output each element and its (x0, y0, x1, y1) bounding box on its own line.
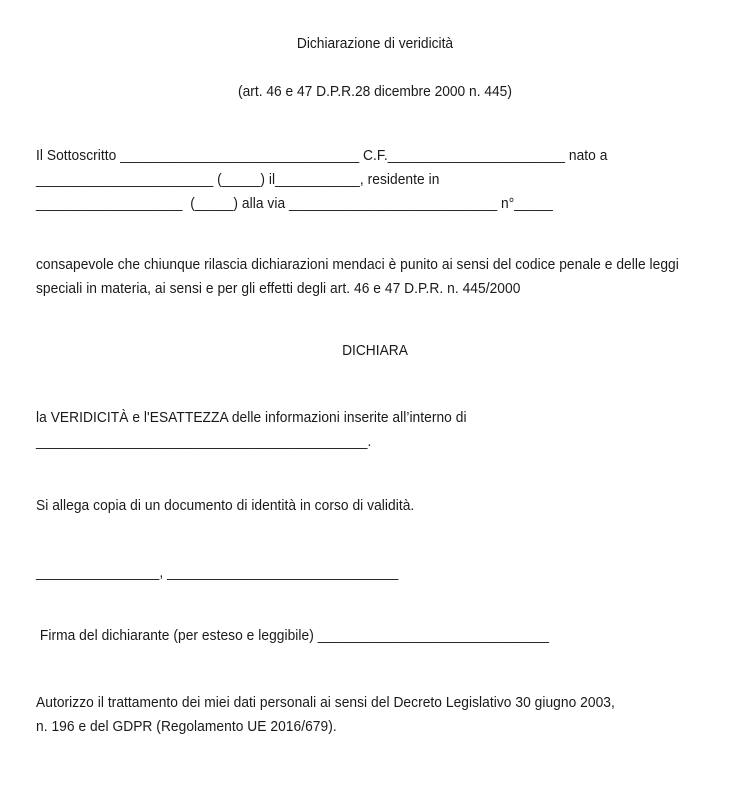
liability-paragraph: consapevole che chiunque rilascia dichiarazioni mendaci è punito ai sensi del codice penale e delle leggi speciali in materia, ai sensi e per gli effetti degli art. 46 e 47 D.P.R. n. 445/2000 (36, 257, 683, 297)
privacy-consent-line-1: Autorizzo il trattamento dei miei dati personali ai sensi del Decreto Legislativo 30 giugno 2003, (36, 695, 615, 711)
identity-field-line-residence-address: ___________________ (_____) alla via ___________________________ n°_____ (36, 196, 553, 212)
document-subtitle-legal-reference: (art. 46 e 47 D.P.R.28 dicembre 2000 n. 445) (238, 84, 512, 100)
identity-fields-block (36, 144, 736, 216)
identity-field-line-birthplace-date: _______________________ (_____) il___________, residente in (36, 172, 440, 188)
attachment-note: Si allega copia di un documento di identità in corso di validità. (36, 498, 415, 514)
document-title: Dichiarazione di veridicità (296, 36, 454, 52)
place-and-date-line: ________________, ______________________________ (36, 565, 399, 581)
identity-field-line-name-cf: Il Sottoscritto _______________________________ C.F._______________________ nato a (36, 148, 608, 164)
declaration-block (36, 406, 726, 454)
signature-line: Firma del dichiarante (per esteso e leggibile) ______________________________ (36, 628, 549, 644)
declaration-text-line: la VERIDICITÀ e l'ESATTEZZA delle informazioni inserite all’interno di (36, 410, 467, 426)
declares-heading: DICHIARA (342, 343, 408, 359)
declaration-blank-line: ___________________________________________. (36, 434, 372, 450)
privacy-consent-paragraph (36, 691, 726, 739)
privacy-consent-line-2: n. 196 e del GDPR (Regolamento UE 2016/679). (36, 719, 337, 735)
